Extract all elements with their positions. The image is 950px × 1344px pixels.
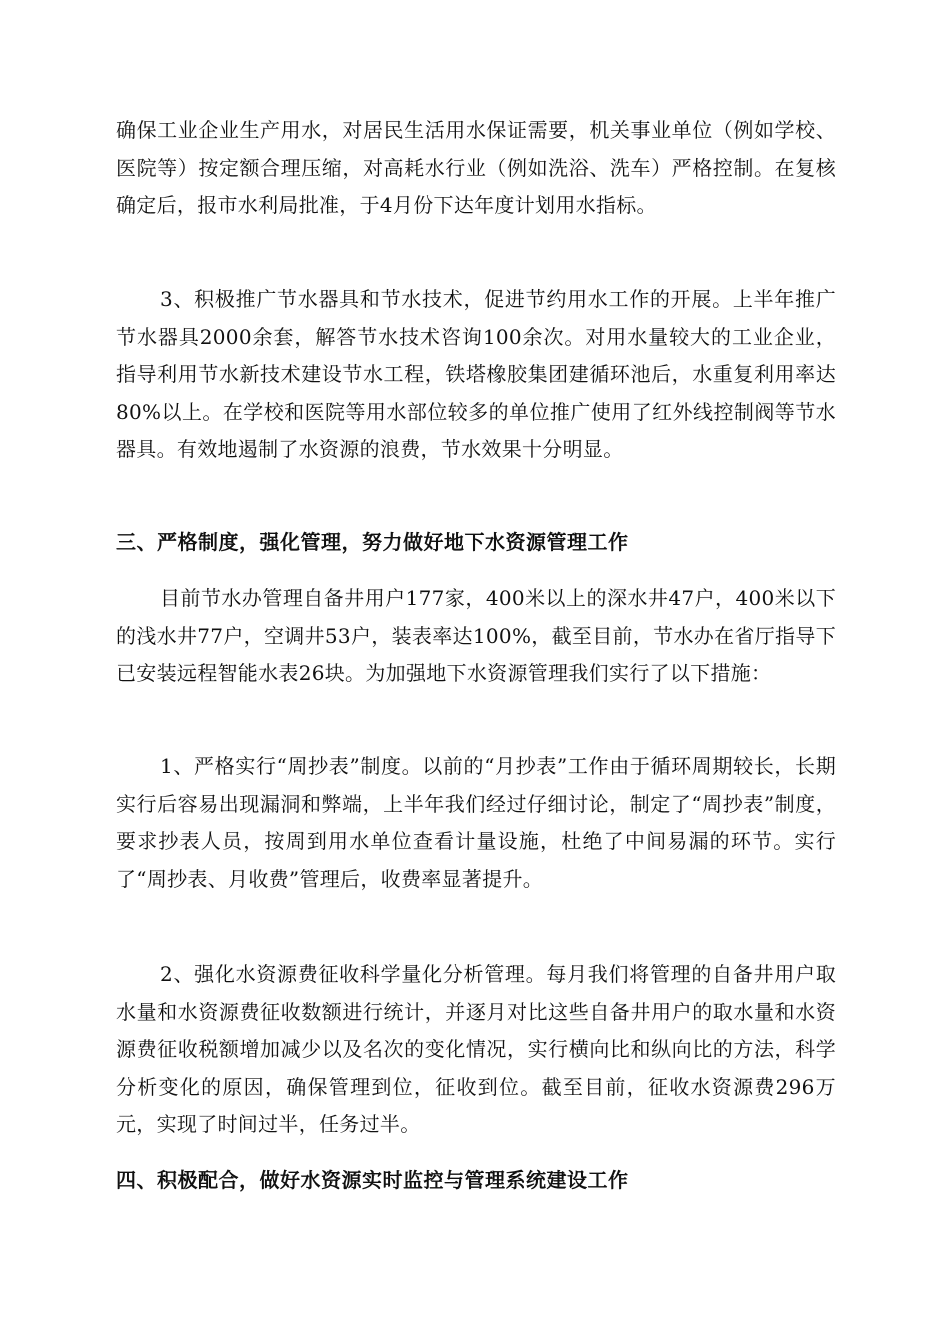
paragraph-water-saving-devices: 3、积极推广节水器具和节水技术，促进节约用水工作的开展。上半年推广节水器具2000余套，解答节水技术咨询100余次。对用水量较大的工业企业，指导利用节水新技术建设节水工程，铁塔橡胶集团建循环池后，水重复利用率达80%以上。在学校和医院等用水部位较多的单位推广使用了红外线控制阀等节水器具。有效地遏制了水资源的浪费，节水效果十分明显。 bbox=[116, 287, 836, 461]
paragraph-well-users-overview: 目前节水办管理自备井用户177家，400米以上的深水井47户，400米以下的浅水井77户，空调井53户，装表率达100%，截至目前，节水办在省厅指导下已安装远程智能水表26块。为加强地下水资源管理我们实行了以下措施： bbox=[116, 586, 836, 685]
paragraph-continued-water-plan: 确保工业企业生产用水，对居民生活用水保证需要，机关事业单位（例如学校、医院等）按定额合理压缩，对高耗水行业（例如洗浴、洗车）严格控制。在复核确定后，报市水利局批准，于4月份下达年度计划用水指标。 bbox=[116, 118, 836, 217]
paragraph-fee-collection-analysis: 2、强化水资源费征收科学量化分析管理。每月我们将管理的自备井用户取水量和水资源费征收数额进行统计，并逐月对比这些自备井用户的取水量和水资源费征收税额增加减少以及名次的变化情况，实行横向比和纵向比的方法，科学分析变化的原因，确保管理到位，征收到位。截至目前，征收水资源费296万元，实现了时间过半，任务过半。 bbox=[116, 962, 836, 1136]
section-heading-groundwater-management: 三、严格制度，强化管理，努力做好地下水资源管理工作 bbox=[116, 530, 629, 554]
section-heading-monitoring-system: 四、积极配合，做好水资源实时监控与管理系统建设工作 bbox=[116, 1168, 629, 1192]
paragraph-weekly-meter-reading: 1、严格实行“周抄表”制度。以前的“月抄表”工作由于循环周期较长，长期实行后容易出现漏洞和弊端，上半年我们经过仔细讨论，制定了“周抄表”制度，要求抄表人员，按周到用水单位查看计量设施，杜绝了中间易漏的环节。实行了“周抄表、月收费”管理后，收费率显著提升。 bbox=[116, 754, 836, 891]
